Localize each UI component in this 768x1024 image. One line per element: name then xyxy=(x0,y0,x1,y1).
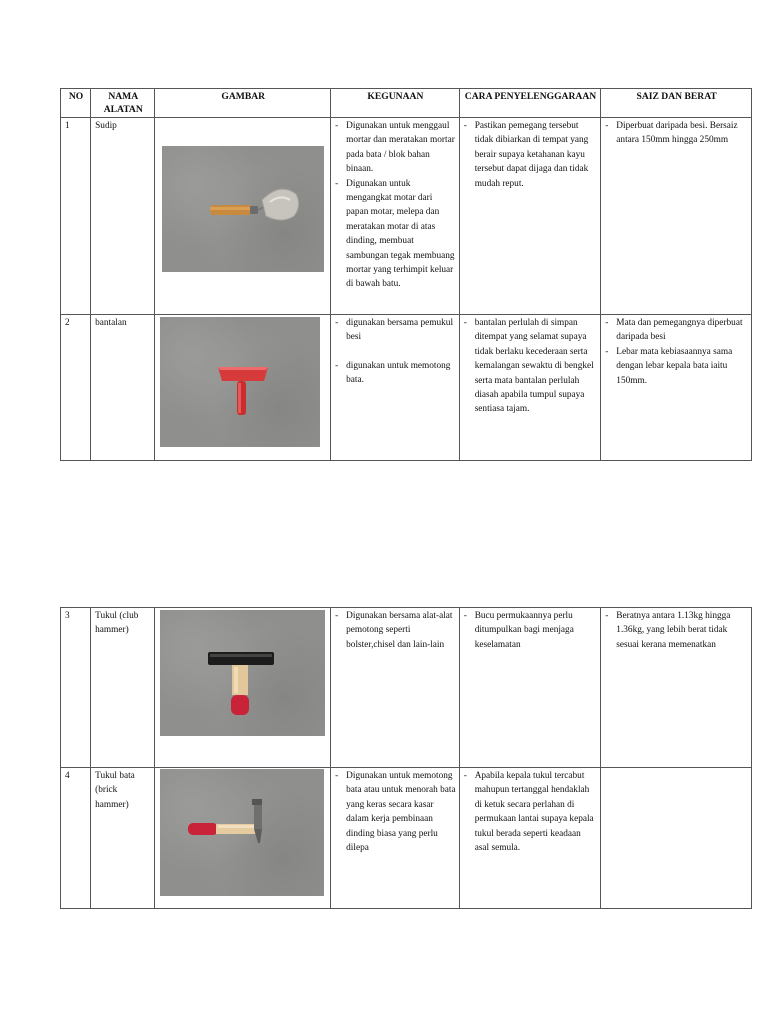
row-image-cell xyxy=(155,608,331,768)
row-care xyxy=(459,608,601,768)
row-use xyxy=(331,768,460,909)
use-item: - Digunakan untuk memotong bata atau untuk menorah bata yang keras secara kasar dalam kerja pembinaan dinding biasa yang perlu dilepa xyxy=(335,769,456,855)
header-name: NAMA ALATAN xyxy=(91,89,155,118)
row-care xyxy=(459,315,601,461)
size-item: - Diperbuat daripada besi. Bersaiz antara 150mm hingga 250mm xyxy=(605,119,748,148)
table-row xyxy=(61,315,752,461)
table-row xyxy=(61,768,752,909)
row-size xyxy=(601,608,752,768)
brick-hammer-photo xyxy=(160,769,324,896)
row-size xyxy=(601,315,752,461)
row-use xyxy=(331,118,460,315)
row-image-cell xyxy=(155,118,331,315)
header-size: SAIZ DAN BERAT xyxy=(601,89,752,118)
header-care: CARA PENYELENGGARAAN xyxy=(459,89,601,118)
tools-table-1 xyxy=(60,88,752,461)
row-name: Sudip xyxy=(91,118,155,315)
care-item: - Apabila kepala tukul tercabut mahupun tertanggal hendaklah di ketuk secara perlahan di permukaan lantai supaya kepala tukul berada seperti keadaan asal semula. xyxy=(464,769,598,855)
use-item: - Digunakan bersama alat-alat pemotong seperti bolster,chisel dan lain-lain xyxy=(335,609,456,652)
size-item: - Mata dan pemegangnya diperbuat daripada besi xyxy=(605,316,748,345)
row-no: 2 xyxy=(61,315,91,461)
row-name: Tukul (club hammer) xyxy=(91,608,155,768)
row-care xyxy=(459,118,601,315)
row-image-cell xyxy=(155,315,331,461)
care-item: - Pastikan pemegang tersebut tidak dibiarkan di tempat yang berair supaya ketahanan kayu tersebut dapat dijaga dan tidak mudah reput. xyxy=(464,119,598,191)
size-item: - Beratnya antara 1.13kg hingga 1.36kg, yang lebih berat tidak sesuai kerana memenatkan xyxy=(605,609,748,652)
row-use xyxy=(331,608,460,768)
table-row xyxy=(61,118,752,315)
use-item: - digunakan bersama pemukul besi xyxy=(335,316,456,345)
trowel-photo xyxy=(162,146,324,272)
care-item: - bantalan perlulah di simpan ditempat yang selamat supaya tidak berlaku kecederaan serta kemalangan sewaktu di bengkel serta mata bantalan perlulah diasah apabila tumpul supaya sentiasa tajam. xyxy=(464,316,598,417)
table-row xyxy=(61,608,752,768)
row-size xyxy=(601,768,752,909)
club-hammer-photo xyxy=(160,610,325,736)
row-no: 4 xyxy=(61,768,91,909)
row-name: bantalan xyxy=(91,315,155,461)
row-care xyxy=(459,768,601,909)
row-no: 3 xyxy=(61,608,91,768)
tools-table-2 xyxy=(60,607,752,909)
bolster-chisel-photo xyxy=(160,317,320,447)
row-use xyxy=(331,315,460,461)
header-image: GAMBAR xyxy=(155,89,331,118)
row-image-cell xyxy=(155,768,331,909)
size-item: - Lebar mata kebiasaannya sama dengan lebar kepala bata iaitu 150mm. xyxy=(605,345,748,388)
care-item: - Bucu permukaannya perlu ditumpulkan bagi menjaga keselamatan xyxy=(464,609,598,652)
row-no: 1 xyxy=(61,118,91,315)
header-no: NO xyxy=(61,89,91,118)
row-name: Tukul bata (brick hammer) xyxy=(91,768,155,909)
use-item: - digunakan untuk memotong bata. xyxy=(335,359,456,388)
header-use: KEGUNAAN xyxy=(331,89,460,118)
use-item: - Digunakan untuk menggaul mortar dan meratakan mortar pada bata / blok bahan binaan. xyxy=(335,119,456,177)
header-row xyxy=(61,89,752,118)
use-item: - Digunakan untuk mengangkat motar dari papan motar, melepa dan meratakan motar di atas dinding, membuat sambungan tegak membuang mortar yang terhimpit keluar di bawah batu. xyxy=(335,177,456,292)
row-size xyxy=(601,118,752,315)
